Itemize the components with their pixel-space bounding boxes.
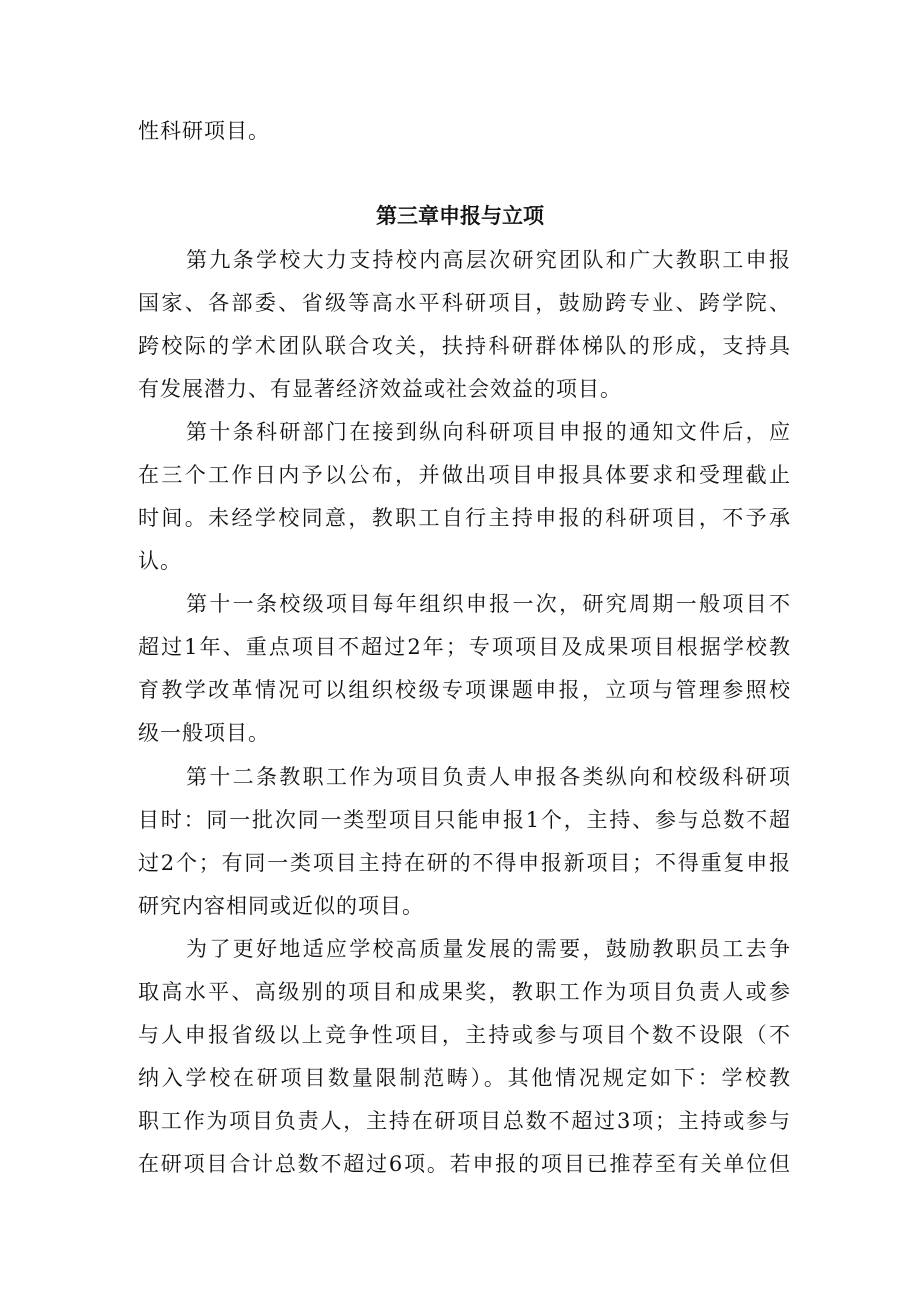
paragraph-line: 过2个；有同一类项目主持在研的不得申报新项目；不得重复申报 [138, 851, 790, 875]
paragraph-line: 国家、各部委、省级等高水平科研项目，鼓励跨专业、跨学院、 [138, 291, 790, 315]
paragraph-line: 职工作为项目负责人，主持在研项目总数不超过3项；主持或参与 [138, 1109, 790, 1133]
paragraph-line: 纳入学校在研项目数量限制范畴）。其他情况规定如下：学校教 [138, 1066, 790, 1090]
paragraph-line: 与人申报省级以上竞争性项目，主持或参与项目个数不设限（不 [138, 1023, 790, 1047]
chapter-title: 第三章申报与立项 [376, 204, 544, 228]
paragraph-line: 在研项目合计总数不超过6项。若申报的项目已推荐至有关单位但 [138, 1152, 790, 1176]
paragraph-line: 在三个工作日内予以公布，并做出项目申报具体要求和受理截止 [138, 463, 790, 487]
paragraph-line: 级一般项目。 [138, 721, 270, 745]
paragraph-line: 研究内容相同或近似的项目。 [138, 894, 424, 918]
lead-line: 性科研项目。 [138, 119, 270, 143]
paragraph-line: 取高水平、高级别的项目和成果奖，教职工作为项目负责人或参 [138, 980, 790, 1004]
paragraph-line: 第十一条校级项目每年组织申报一次，研究周期一般项目不 [186, 592, 790, 616]
paragraph-line: 第十二条教职工作为项目负责人申报各类纵向和校级科研项 [186, 765, 790, 789]
paragraph-line: 认。 [138, 549, 182, 573]
paragraph-line: 超过1年、重点项目不超过2年；专项项目及成果项目根据学校教 [138, 635, 790, 659]
paragraph-line: 时间。未经学校同意，教职工自行主持申报的科研项目，不予承 [138, 506, 790, 530]
paragraph-line: 跨校际的学术团队联合攻关，扶持科研群体梯队的形成，支持具 [138, 334, 790, 358]
paragraph-line: 为了更好地适应学校高质量发展的需要，鼓励教职员工去争 [186, 937, 790, 961]
paragraph-line: 第九条学校大力支持校内高层次研究团队和广大教职工申报 [186, 248, 790, 272]
paragraph-line: 有发展潜力、有显著经济效益或社会效益的项目。 [138, 377, 622, 401]
paragraph-line: 育教学改革情况可以组织校级专项课题申报，立项与管理参照校 [138, 678, 790, 702]
paragraph-line: 目时：同一批次同一类型项目只能申报1个，主持、参与总数不超 [138, 808, 790, 832]
paragraph-line: 第十条科研部门在接到纵向科研项目申报的通知文件后，应 [186, 420, 790, 444]
